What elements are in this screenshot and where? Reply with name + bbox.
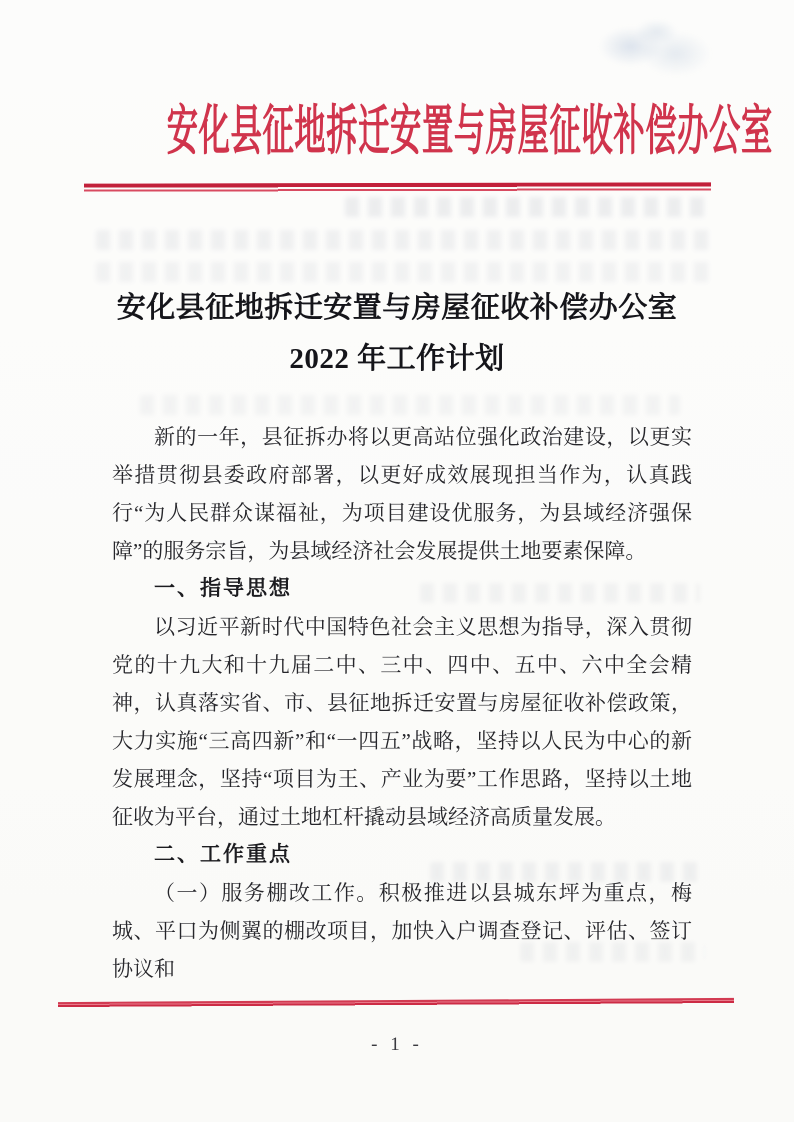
stamp-smudge-artifact [585, 14, 715, 86]
bleed-through-artifact [345, 197, 705, 217]
document-body [112, 418, 692, 988]
body-paragraph-guiding-ideology: 以习近平新时代中国特色社会主义思想为指导，深入贯彻党的十九大和十九届二中、三中、四中、五中、六中全会精神，认真落实省、市、县征地拆迁安置与房屋征收补偿政策，大力实施“三高四新”和“一四五”战略，坚持以人民为中心的新发展理念，坚持“项目为王、产业为要”工作思路，坚持以土地征收为平台，通过土地杠杆撬动县域经济高质量发展。 [112, 615, 692, 829]
document-title-line1: 安化县征地拆迁安置与房屋征收补偿办公室 [116, 292, 678, 324]
letterhead-org-name: 安化县征地拆迁安置与房屋征收补偿办公室 [166, 101, 773, 161]
bleed-through-artifact [140, 395, 680, 415]
document-title [0, 283, 794, 385]
footer-red-rule [58, 998, 734, 1008]
letterhead-red-rule [84, 182, 711, 193]
body-paragraph-work-focus: （一）服务棚改工作。积极推进以县城东坪为重点，梅城、平口为侧翼的棚改项目，加快入户调查登记、评估、签订协议和 [112, 881, 692, 981]
section-heading-2: 二、工作重点 [154, 843, 292, 866]
body-paragraph-intro: 新的一年，县征拆办将以更高站位强化政治建设，以更实举措贯彻县委政府部署，以更好成效展现担当作为，认真践行“为人民群众谋福祉，为项目建设优服务，为县域经济强保障”的服务宗旨，为县域经济社会发展提供土地要素保障。 [112, 425, 692, 563]
bleed-through-artifact [96, 230, 710, 250]
document-title-line2: 2022 年工作计划 [289, 343, 505, 375]
page-number: - 1 - [371, 1034, 423, 1055]
bleed-through-artifact [96, 262, 710, 282]
section-heading-1: 一、指导思想 [154, 577, 292, 600]
